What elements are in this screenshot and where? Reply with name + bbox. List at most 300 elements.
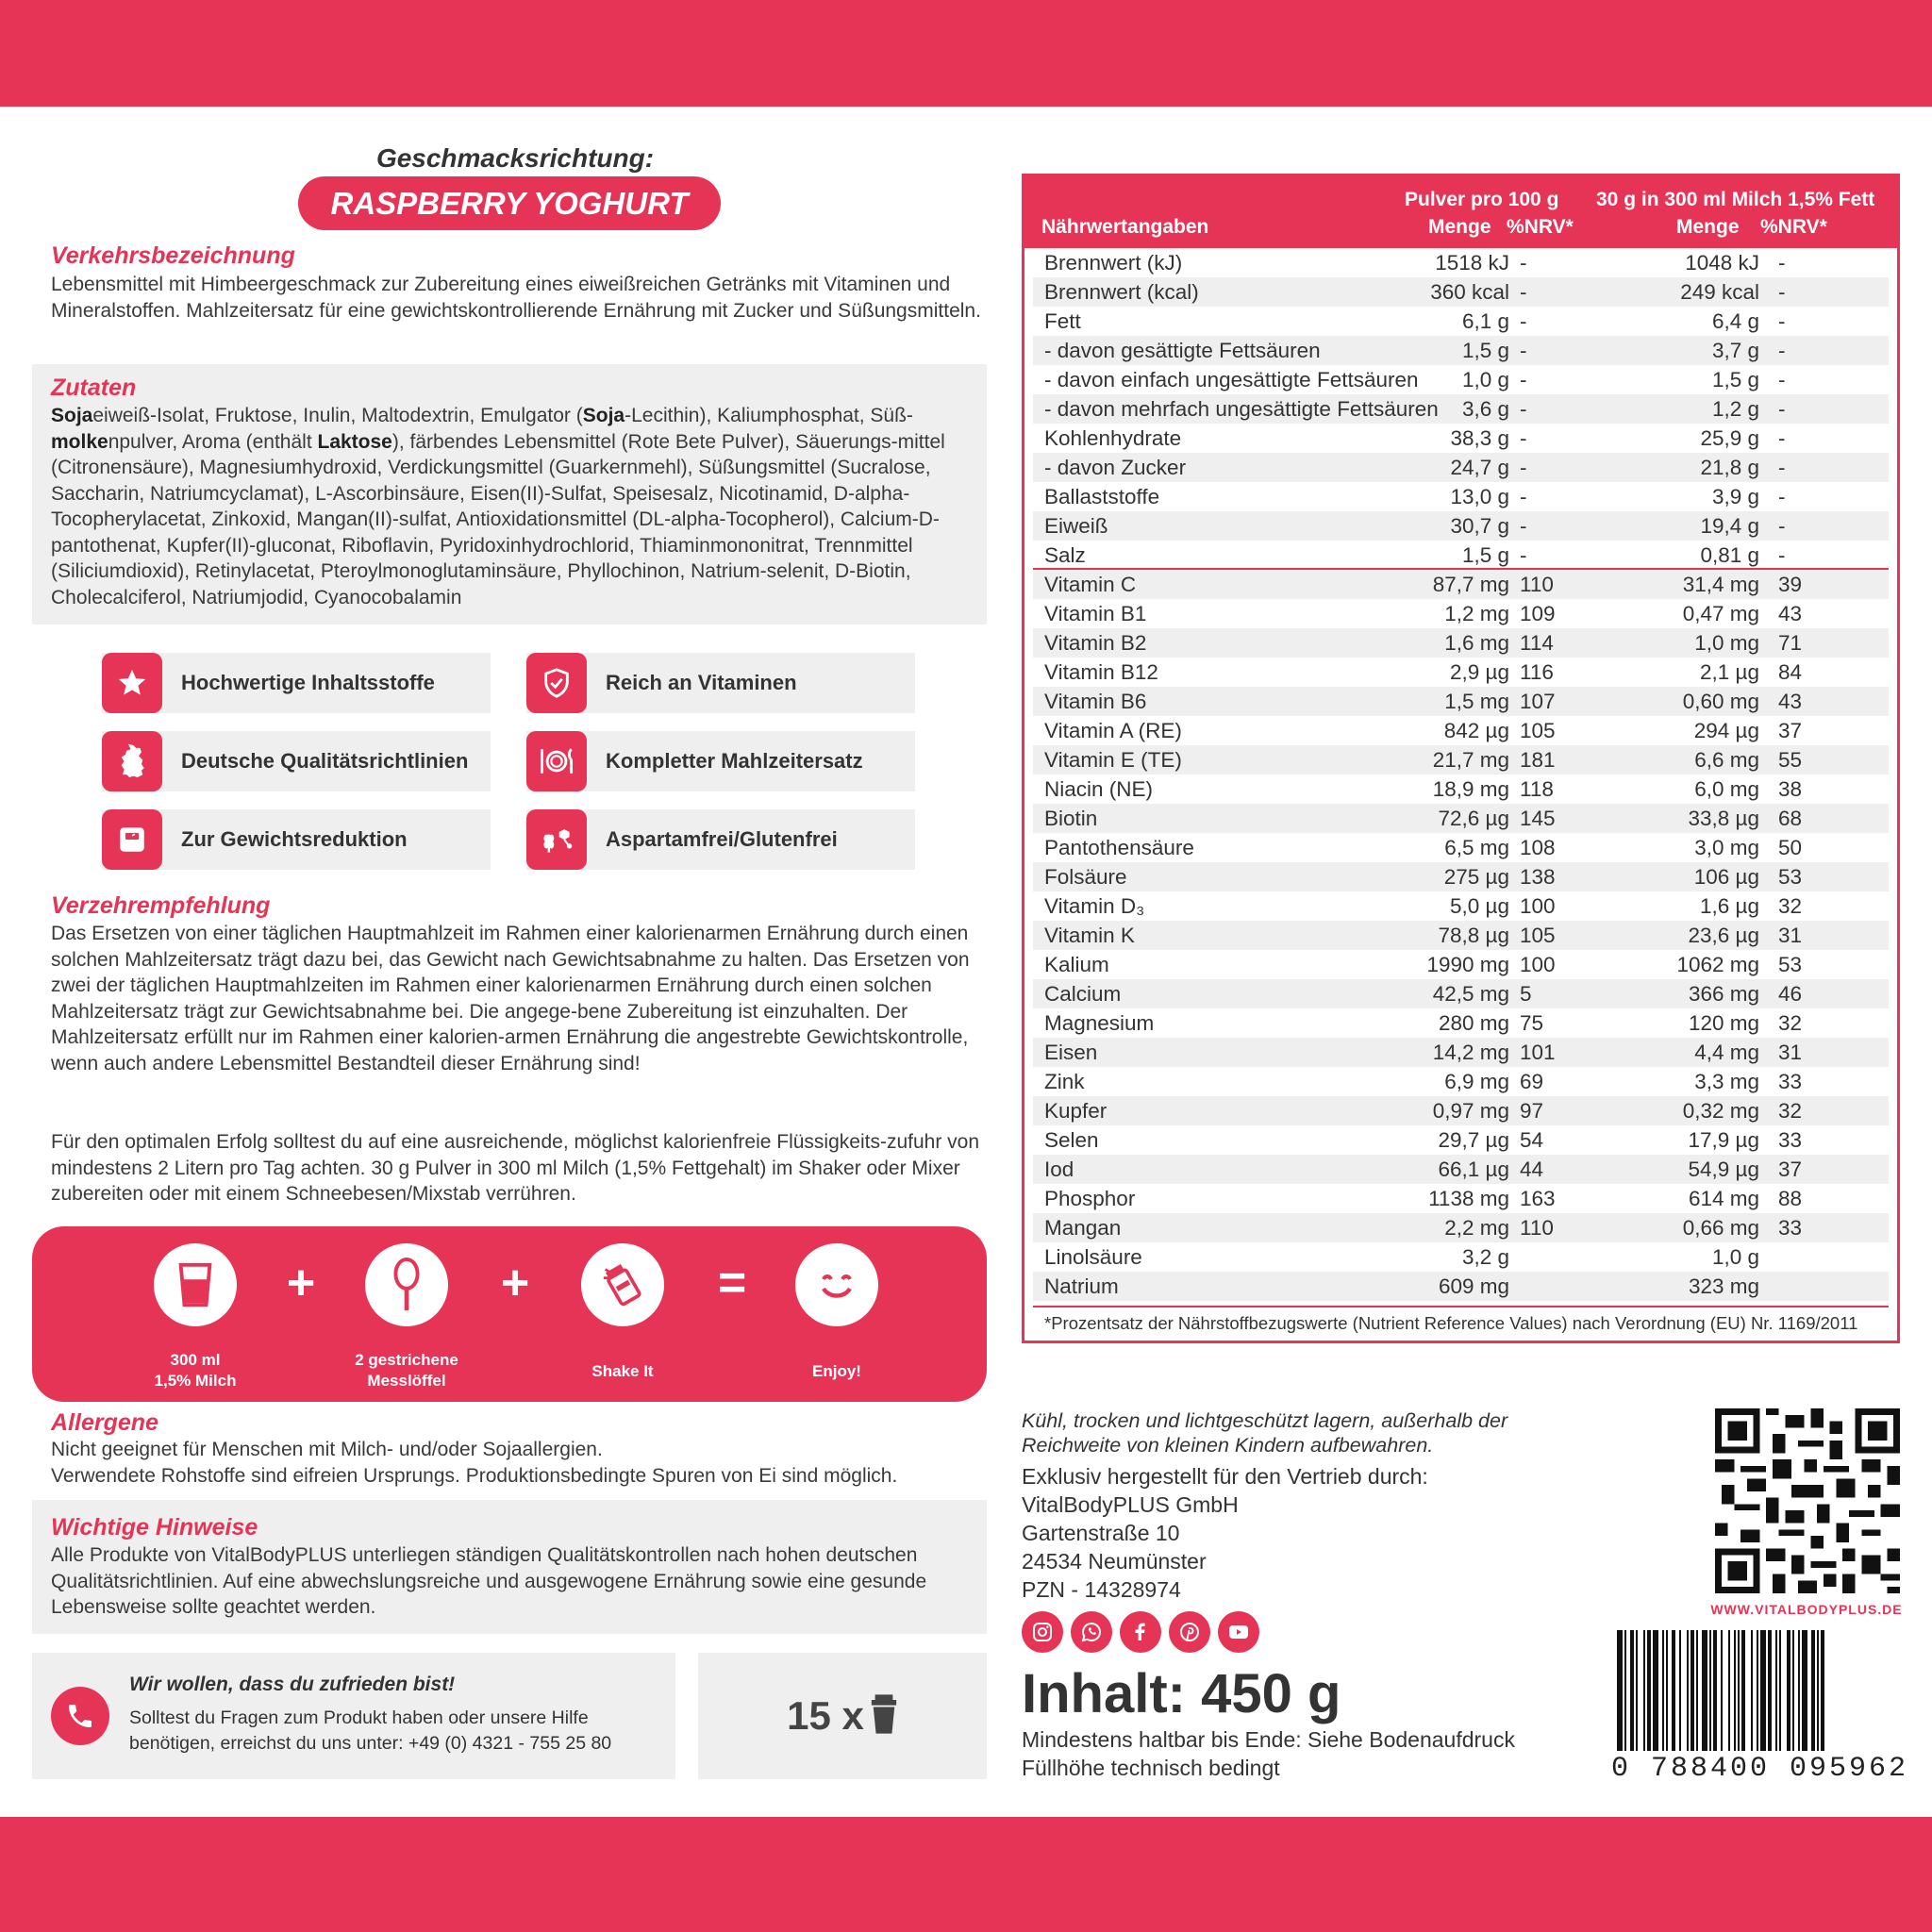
nutrient-name: Vitamin E (TE)	[1044, 748, 1182, 772]
value-per-100g: 66,1 µg	[1438, 1158, 1509, 1181]
value-per-100g: 0,97 mg	[1432, 1099, 1509, 1123]
allergene-text: Nicht geeignet für Menschen mit Milch- und/oder Sojaallergien. Verwendete Rohstoffe sind eifreien Ursprungs. Produktionsbedingte Spuren von Ei sind möglich.	[51, 1439, 898, 1487]
best-before-line: Mindestens haltbar bis Ende: Siehe Bodenaufdruck	[1022, 1727, 1515, 1752]
value-per-serving: 1062 mg	[1676, 953, 1759, 976]
plus-sign: +	[500, 1256, 530, 1310]
nrv-per-serving: 33	[1778, 1216, 1803, 1240]
prep-step-line: 1,5% Milch	[154, 1372, 237, 1390]
value-per-100g: 275 µg	[1443, 865, 1509, 889]
value-per-serving: 1,2 g	[1711, 397, 1759, 421]
value-per-100g: 29,7 µg	[1438, 1128, 1509, 1152]
plus-sign: +	[286, 1256, 316, 1310]
nrv-per-serving: 37	[1778, 1158, 1803, 1181]
value-per-serving: 6,0 mg	[1694, 777, 1759, 801]
nutrient-name: Kupfer	[1044, 1099, 1108, 1123]
value-per-100g: 1,2 mg	[1444, 602, 1509, 625]
nutrition-row	[1033, 541, 1889, 570]
nrv-per-100g: -	[1520, 397, 1527, 421]
best-before	[1022, 1725, 1515, 1782]
nrv-per-100g: -	[1520, 485, 1527, 508]
nrv-per-serving: 46	[1778, 982, 1803, 1006]
nutrition-row	[1033, 599, 1889, 628]
nutrition-row	[1033, 277, 1889, 307]
nrv-per-serving: -	[1778, 426, 1786, 450]
nutrition-row	[1033, 804, 1889, 833]
nutrient-name: Vitamin A (RE)	[1044, 719, 1182, 742]
nutrient-name: Kalium	[1044, 953, 1109, 976]
qr-code[interactable]	[1715, 1408, 1900, 1593]
address-line: VitalBodyPLUS GmbH	[1022, 1492, 1239, 1517]
nutrient-name: - davon mehrfach ungesättigte Fettsäuren	[1044, 397, 1439, 421]
feature-label: Deutsche Qualitätsrichtlinien	[181, 749, 469, 773]
value-per-serving: 366 mg	[1688, 982, 1759, 1006]
feature-label: Aspartamfrei/Glutenfrei	[606, 827, 838, 851]
value-per-serving: 294 µg	[1693, 719, 1759, 742]
servings-box	[698, 1653, 987, 1779]
website-url[interactable]: WWW.VITALBODYPLUS.DE	[1710, 1602, 1903, 1617]
flavor-label: Geschmacksrichtung:	[375, 143, 655, 173]
scale-icon	[102, 809, 162, 870]
allergen-soja: Soja	[51, 405, 93, 426]
value-per-100g: 6,1 g	[1461, 309, 1509, 333]
nutrition-row	[1033, 482, 1889, 511]
nrv-per-serving: 32	[1778, 1011, 1803, 1035]
nutrient-name: Ballaststoffe	[1044, 485, 1160, 508]
value-per-100g: 1,6 mg	[1444, 631, 1509, 655]
nutrition-row	[1033, 453, 1889, 482]
contact-text: Solltest du Fragen zum Produkt haben oder unsere Hilfe benötigen, erreichst du uns unter: +49 (0) 4321 - 755 25 80	[129, 1707, 612, 1754]
feature-gewicht	[102, 809, 491, 870]
nutrition-row	[1033, 1184, 1889, 1213]
contact-title: Wir wollen, dass du zufrieden bist!	[129, 1674, 456, 1695]
nutrition-row	[1033, 248, 1889, 277]
spoon-icon	[365, 1243, 448, 1326]
allergen-molke: molke	[51, 430, 108, 453]
value-per-100g: 1,5 g	[1461, 339, 1509, 362]
youtube-icon[interactable]	[1218, 1611, 1259, 1653]
nutrition-row	[1033, 979, 1889, 1008]
storage-text: Kühl, trocken und lichtgeschützt lagern, außerhalb der Reichweite von kleinen Kindern aufbewahren.	[1022, 1409, 1508, 1457]
feature-aspartamfrei	[526, 809, 915, 870]
nrv-per-100g: 107	[1520, 690, 1556, 713]
col2-title: 30 g in 300 ml Milch 1,5% Fett	[1596, 189, 1875, 210]
nrv-per-serving: 33	[1778, 1070, 1803, 1093]
nrv-per-serving: -	[1778, 456, 1786, 479]
nrv-per-serving: 32	[1778, 1099, 1803, 1123]
germany-map-icon	[102, 731, 162, 791]
zutaten-part: npulver, Aroma (enthält	[108, 430, 318, 453]
value-per-100g: 14,2 mg	[1432, 1041, 1509, 1064]
value-per-100g: 38,3 g	[1450, 426, 1509, 450]
nutrient-name: Eiweiß	[1044, 514, 1108, 538]
value-per-100g: 87,7 mg	[1432, 573, 1509, 596]
flavor-name: RASPBERRY YOGHURT	[298, 176, 721, 230]
nrv-per-100g: -	[1520, 339, 1527, 362]
value-per-serving: 249 kcal	[1680, 280, 1759, 304]
prep-step-label	[322, 1350, 491, 1391]
nrv-per-serving: 38	[1778, 777, 1803, 801]
feature-vitamine	[526, 653, 915, 713]
allergen-laktose: Laktose	[317, 430, 392, 453]
nrv-per-100g: -	[1520, 543, 1527, 567]
nutrient-name: Mangan	[1044, 1216, 1122, 1240]
nutrient-name: - davon einfach ungesättigte Fettsäuren	[1044, 368, 1419, 391]
nrv-per-100g: 114	[1520, 631, 1554, 655]
nutrient-name: Vitamin K	[1044, 924, 1135, 947]
nrv-per-100g: 110	[1520, 1216, 1554, 1240]
nrv-per-100g: -	[1520, 426, 1527, 450]
nutrient-name: Brennwert (kJ)	[1044, 251, 1183, 275]
nutrient-name: Vitamin B2	[1044, 631, 1147, 655]
zutaten-part: -Lecithin), Kaliumphosphat, Süß-	[625, 405, 913, 426]
nutrition-row	[1033, 1155, 1889, 1184]
value-per-100g: 13,0 g	[1450, 485, 1509, 508]
allergen-soja: Soja	[582, 405, 625, 426]
phone-icon	[51, 1687, 109, 1745]
address-line: 24534 Neumünster	[1022, 1549, 1207, 1574]
nrv-per-serving: -	[1778, 397, 1786, 421]
shaker-icon	[581, 1243, 664, 1326]
nrv-per-serving: -	[1778, 543, 1786, 567]
plate-cutlery-icon	[526, 731, 587, 791]
value-per-serving: 0,47 mg	[1682, 602, 1759, 625]
prep-step-label: Enjoy!	[812, 1362, 861, 1380]
prep-step-label: Shake It	[591, 1362, 654, 1380]
nrv-per-serving: 43	[1778, 690, 1803, 713]
nutrient-name: Vitamin B1	[1044, 602, 1147, 625]
value-per-serving: 21,8 g	[1700, 456, 1759, 479]
nutrient-name: Selen	[1044, 1128, 1099, 1152]
nrv-per-serving: 31	[1778, 1041, 1803, 1064]
nrv-per-100g: 110	[1520, 573, 1554, 596]
value-per-100g: 2,2 mg	[1444, 1216, 1509, 1240]
wheat-molecule-icon	[526, 809, 587, 870]
col1-menge: Menge	[1428, 216, 1491, 238]
feature-label: Hochwertige Inhaltsstoffe	[181, 671, 435, 694]
nutrition-row	[1033, 921, 1889, 950]
value-per-serving: 2,1 µg	[1699, 660, 1759, 684]
verzehr-text-2: Für den optimalen Erfolg solltest du auf eine ausreichende, möglichst kalorienfreie Flüssigkeits-zufuhr von mindestens 2 Litern pro Tag achten. 30 g Pulver in 300 ml Milch (1,5% Fettgehalt) im Shaker oder Mixer zubereiten oder mit einem Schneebesen/Mixstab verrühren.	[51, 1131, 980, 1205]
nrv-per-100g: 138	[1520, 865, 1556, 889]
nrv-per-serving: -	[1778, 339, 1786, 362]
nutrition-row	[1033, 570, 1889, 599]
glass-icon	[154, 1243, 237, 1326]
value-per-serving: 1,5 g	[1711, 368, 1759, 391]
nutrition-row	[1033, 511, 1889, 541]
nrv-per-serving: 39	[1778, 573, 1803, 596]
nutrition-row	[1033, 1008, 1889, 1038]
col1-title: Pulver pro 100 g	[1405, 189, 1559, 210]
value-per-serving: 0,81 g	[1700, 543, 1759, 567]
nrv-per-serving: -	[1778, 368, 1786, 391]
nrv-per-serving: 32	[1778, 894, 1803, 918]
feature-hochwertige	[102, 653, 491, 713]
nutrient-name: - davon gesättigte Fettsäuren	[1044, 339, 1321, 362]
allergene-title: Allergene	[51, 1409, 158, 1436]
nutrition-row	[1033, 1038, 1889, 1067]
nutrient-name: Fett	[1044, 309, 1081, 333]
address-block	[1022, 1462, 1512, 1604]
nutrition-row	[1033, 365, 1889, 394]
prep-step-label	[110, 1350, 280, 1391]
value-per-serving: 31,4 mg	[1682, 573, 1759, 596]
nutrient-name: Phosphor	[1044, 1187, 1136, 1210]
shield-check-icon	[526, 653, 587, 713]
nutrient-name: Pantothensäure	[1044, 836, 1194, 859]
nutrition-row	[1033, 950, 1889, 979]
zutaten-title: Zutaten	[51, 375, 137, 401]
nrv-per-100g: 105	[1520, 924, 1556, 947]
value-per-100g: 280 mg	[1438, 1011, 1509, 1035]
nutrition-row	[1033, 1067, 1889, 1096]
address-line: Gartenstraße 10	[1022, 1521, 1180, 1545]
top-band	[0, 0, 1932, 107]
nrv-per-100g: 145	[1520, 807, 1556, 830]
nrv-per-100g: 100	[1520, 894, 1556, 918]
nrv-per-serving: 55	[1778, 748, 1803, 772]
value-per-serving: 33,8 µg	[1688, 807, 1759, 830]
value-per-serving: 6,6 mg	[1694, 748, 1759, 772]
nutrition-row	[1033, 1242, 1889, 1272]
nrv-per-100g: -	[1520, 251, 1527, 275]
nutrition-row	[1033, 833, 1889, 862]
hinweise-title: Wichtige Hinweise	[51, 1514, 258, 1541]
nrv-per-serving: 71	[1778, 631, 1803, 655]
nrv-per-100g: 163	[1520, 1187, 1556, 1210]
nutrient-name: Vitamin C	[1044, 573, 1137, 596]
nutrition-row	[1033, 336, 1889, 365]
nutrient-name: Natrium	[1044, 1274, 1119, 1298]
nrv-per-100g: 118	[1520, 777, 1554, 801]
address-line: Exklusiv hergestellt für den Vertrieb durch:	[1022, 1464, 1428, 1489]
nutrient-name: Eisen	[1044, 1041, 1098, 1064]
feature-mahlzeitersatz	[526, 731, 915, 791]
nutrition-row	[1033, 716, 1889, 745]
value-per-serving: 323 mg	[1688, 1274, 1759, 1298]
feature-deutsche	[102, 731, 491, 791]
value-per-serving: 23,6 µg	[1688, 924, 1759, 947]
nutrition-row	[1033, 1125, 1889, 1155]
col2-nrv: %NRV*	[1760, 216, 1827, 238]
nrv-per-100g: -	[1520, 368, 1527, 391]
equals-sign: =	[717, 1256, 747, 1310]
nutrition-header	[1024, 176, 1897, 248]
nutrition-row	[1033, 1272, 1889, 1301]
nrv-per-100g: 100	[1520, 953, 1556, 976]
value-per-100g: 78,8 µg	[1438, 924, 1509, 947]
value-per-serving: 106 µg	[1693, 865, 1759, 889]
nrv-per-serving: 31	[1778, 924, 1803, 947]
value-per-100g: 3,6 g	[1461, 397, 1509, 421]
value-per-100g: 6,5 mg	[1444, 836, 1509, 859]
nrv-per-serving: 84	[1778, 660, 1803, 684]
value-per-100g: 609 mg	[1438, 1274, 1509, 1298]
facebook-icon[interactable]	[1120, 1611, 1161, 1653]
nrv-per-serving: 68	[1778, 807, 1803, 830]
value-per-serving: 25,9 g	[1700, 426, 1759, 450]
nrv-per-serving: 50	[1778, 836, 1803, 859]
nutrient-name: Biotin	[1044, 807, 1098, 830]
nutrient-name: Folsäure	[1044, 865, 1127, 889]
value-per-serving: 1,0 mg	[1694, 631, 1759, 655]
nrv-per-100g: 105	[1520, 719, 1556, 742]
address-line: PZN - 14328974	[1022, 1577, 1181, 1602]
value-per-serving: 3,7 g	[1711, 339, 1759, 362]
nutrient-name: Vitamin B6	[1044, 690, 1147, 713]
nutrient-name: - davon Zucker	[1044, 456, 1187, 479]
nrv-per-serving: -	[1778, 485, 1786, 508]
value-per-100g: 1,5 g	[1461, 543, 1509, 567]
value-per-serving: 3,9 g	[1711, 485, 1759, 508]
verkehrsbezeichnung-text: Lebensmittel mit Himbeergeschmack zur Zubereitung eines eiweißreichen Getränks mit Vitaminen und Mineralstoffen. Mahlzeitersatz für eine gewichtskontrollierende Ernährung mit Zucker und Süßungsmitteln.	[51, 274, 981, 322]
nrv-per-serving: 33	[1778, 1128, 1803, 1152]
verzehr-title: Verzehrempfehlung	[51, 892, 271, 919]
value-per-100g: 18,9 mg	[1432, 777, 1509, 801]
nrv-per-serving: -	[1778, 514, 1786, 538]
best-before-line: Füllhöhe technisch bedingt	[1022, 1756, 1280, 1780]
nrv-per-100g: 109	[1520, 602, 1556, 625]
nrv-per-100g: 181	[1520, 748, 1556, 772]
value-per-100g: 5,0 µg	[1449, 894, 1509, 918]
nrv-per-100g: 44	[1520, 1158, 1544, 1181]
nutrition-row	[1033, 891, 1889, 921]
nutrition-table	[1022, 174, 1900, 1343]
nutrition-row	[1033, 774, 1889, 804]
feature-label: Kompletter Mahlzeitersatz	[606, 749, 863, 773]
feature-label: Zur Gewichtsreduktion	[181, 827, 408, 851]
nutrition-row	[1033, 1213, 1889, 1242]
value-per-serving: 54,9 µg	[1688, 1158, 1759, 1181]
value-per-100g: 1138 mg	[1428, 1187, 1509, 1210]
value-per-serving: 0,32 mg	[1682, 1099, 1759, 1123]
nutrient-name: Salz	[1044, 543, 1086, 567]
nutrient-name: Vitamin B12	[1044, 660, 1158, 684]
nrv-per-100g: 101	[1520, 1041, 1556, 1064]
nrv-per-100g: 97	[1520, 1099, 1544, 1123]
zutaten-part: eiweiß-Isolat, Fruktose, Inulin, Maltodextrin, Emulgator (	[92, 405, 583, 426]
value-per-serving: 0,66 mg	[1682, 1216, 1759, 1240]
value-per-100g: 21,7 mg	[1432, 748, 1509, 772]
value-per-serving: 17,9 µg	[1688, 1128, 1759, 1152]
nrv-per-serving: 88	[1778, 1187, 1803, 1210]
nutrition-footnote: *Prozentsatz der Nährstoffbezugswerte (Nutrient Reference Values) nach Verordnung (EU) Nr. 1169/2011	[1033, 1306, 1889, 1338]
hinweise-text: Alle Produkte von VitalBodyPLUS unterliegen ständigen Qualitätskontrollen nach hohen deutschen Qualitätsrichtlinien. Auf eine abwechslungsreiche und ausgewogene Ernährung sowie eine gesunde Lebensweise sollte geachtet werden.	[51, 1544, 927, 1618]
value-per-serving: 1048 kJ	[1685, 251, 1759, 275]
nutrition-rows	[1033, 248, 1889, 1301]
shaker-cup-icon	[870, 1694, 898, 1739]
nutrient-name: Iod	[1044, 1158, 1074, 1181]
value-per-100g: 842 µg	[1443, 719, 1509, 742]
nutrition-row	[1033, 394, 1889, 424]
contact-box	[32, 1653, 675, 1779]
verzehr-text-1: Das Ersetzen von einer täglichen Hauptmahlzeit im Rahmen einer kalorienarmen Ernährung durch einen solchen Mahlzeitersatz trägt dazu bei, das Gewicht nach Gewichtsabnahme zu halten. Das Ersetzen von zwei der täglichen Hauptmahlzeiten im Rahmen einer kalorienarmen Ernährung durch einen solchen Mahlzeitersatz trägt zur Gewichtsabnahme bei. Die angege-bene Zubereitung ist einzuhalten. Der Mahlzeitersatz erfüllt nur im Rahmen einer kalorien-armen Ernährung die angestrebte Gewichtskontrolle, wenn auch andere Lebensmittel Bestandteil dieser Ernährung sind!	[51, 923, 970, 1074]
value-per-100g: 1990 mg	[1426, 953, 1509, 976]
value-per-serving: 1,0 g	[1711, 1245, 1759, 1269]
feature-label: Reich an Vitaminen	[606, 671, 797, 694]
value-per-100g: 360 kcal	[1430, 280, 1509, 304]
value-per-100g: 1,5 mg	[1444, 690, 1509, 713]
social-icons	[1022, 1611, 1259, 1653]
verkehrsbezeichnung-title: Verkehrsbezeichnung	[51, 242, 295, 269]
value-per-serving: 1,6 µg	[1699, 894, 1759, 918]
prep-step-line: 2 gestrichene	[355, 1351, 458, 1369]
prep-step-line: Messlöffel	[367, 1372, 446, 1390]
bottom-band	[0, 1817, 1932, 1932]
nrv-per-100g: 108	[1520, 836, 1556, 859]
nrv-per-100g: -	[1520, 514, 1527, 538]
nutrient-name: Kohlenhydrate	[1044, 426, 1182, 450]
nrv-per-100g: -	[1520, 456, 1527, 479]
nutrient-name: Vitamin D₃	[1044, 894, 1145, 918]
whatsapp-icon[interactable]	[1071, 1611, 1112, 1653]
value-per-100g: 3,2 g	[1461, 1245, 1509, 1269]
barcode	[1613, 1630, 1900, 1758]
pinterest-icon[interactable]	[1169, 1611, 1210, 1653]
value-per-100g: 1,0 g	[1461, 368, 1509, 391]
nrv-per-serving: -	[1778, 251, 1786, 275]
value-per-serving: 3,0 mg	[1694, 836, 1759, 859]
value-per-serving: 614 mg	[1688, 1187, 1759, 1210]
nrv-per-100g: -	[1520, 309, 1527, 333]
value-per-serving: 19,4 g	[1700, 514, 1759, 538]
nutrient-name: Calcium	[1044, 982, 1122, 1006]
nrv-per-serving: -	[1778, 309, 1786, 333]
nrv-per-serving: 37	[1778, 719, 1803, 742]
nutrition-row	[1033, 1096, 1889, 1125]
nrv-per-100g: 54	[1520, 1128, 1544, 1152]
nrv-per-100g: -	[1520, 280, 1527, 304]
smile-icon	[795, 1243, 878, 1326]
nutrition-row	[1033, 307, 1889, 336]
nrv-per-100g: 69	[1520, 1070, 1544, 1093]
nrv-per-serving: 53	[1778, 953, 1803, 976]
nrv-per-serving: -	[1778, 280, 1786, 304]
value-per-100g: 72,6 µg	[1438, 807, 1509, 830]
nutrient-name: Zink	[1044, 1070, 1085, 1093]
zutaten-part: ), färbendes Lebensmittel (Rote Bete Pulver), Säuerungs-mittel (Citronensäure), Magnesiumhydroxid, Verdickungsmittel (Guarkernmehl), Süßungsmittel (Sucralose, Saccharin, Natriumcyclamat), L-Ascorbinsäure, Eisen(II)-Sulfat, Speisesalz, Nicotinamid, D-alpha-Tocopherylacetat, Zinkoxid, Mangan(II)-sulfat, Antioxidationsmittel (DL-alpha-Tocopherol), Calcium-D-pantothenat, Kupfer(II)-gluconat, Riboflavin, Pyridoxinhydrochlorid, Thiaminmononitrat, Trennmittel (Siliciumdioxid), Retinylacetat, Pteroylmonoglutaminsäure, Phyllochinon, Natrium-selenit, D-Biotin, Cholecalciferol, Natriumjodid, Cyanocobalamin	[51, 430, 945, 608]
barcode-number: 0 788400 095962	[1611, 1753, 1909, 1785]
zutaten-text	[51, 403, 985, 610]
nutrient-name: Linolsäure	[1044, 1245, 1142, 1269]
servings-count: 15 x	[787, 1693, 864, 1738]
nutrition-row	[1033, 687, 1889, 716]
value-per-serving: 3,3 mg	[1694, 1070, 1759, 1093]
nutrition-title: Nährwertangaben	[1041, 216, 1209, 238]
nutrition-row	[1033, 424, 1889, 453]
nutrient-name: Magnesium	[1044, 1011, 1155, 1035]
value-per-serving: 6,4 g	[1711, 309, 1759, 333]
col2-menge: Menge	[1676, 216, 1740, 238]
star-icon	[102, 653, 162, 713]
nutrition-row	[1033, 862, 1889, 891]
nrv-per-serving: 43	[1778, 602, 1803, 625]
value-per-100g: 1518 kJ	[1435, 251, 1509, 275]
nutrition-row	[1033, 745, 1889, 774]
value-per-100g: 42,5 mg	[1432, 982, 1509, 1006]
nrv-per-100g: 75	[1520, 1011, 1544, 1035]
instagram-icon[interactable]	[1022, 1611, 1063, 1653]
value-per-100g: 30,7 g	[1450, 514, 1509, 538]
value-per-serving: 120 mg	[1688, 1011, 1759, 1035]
nutrient-name: Niacin (NE)	[1044, 777, 1154, 801]
nrv-per-100g: 5	[1520, 982, 1532, 1006]
nutrient-name: Brennwert (kcal)	[1044, 280, 1199, 304]
value-per-100g: 2,9 µg	[1449, 660, 1509, 684]
value-per-100g: 6,9 mg	[1444, 1070, 1509, 1093]
content-weight: Inhalt: 450 g	[1022, 1663, 1341, 1724]
nrv-per-serving: 53	[1778, 865, 1803, 889]
nutrition-row	[1033, 628, 1889, 658]
